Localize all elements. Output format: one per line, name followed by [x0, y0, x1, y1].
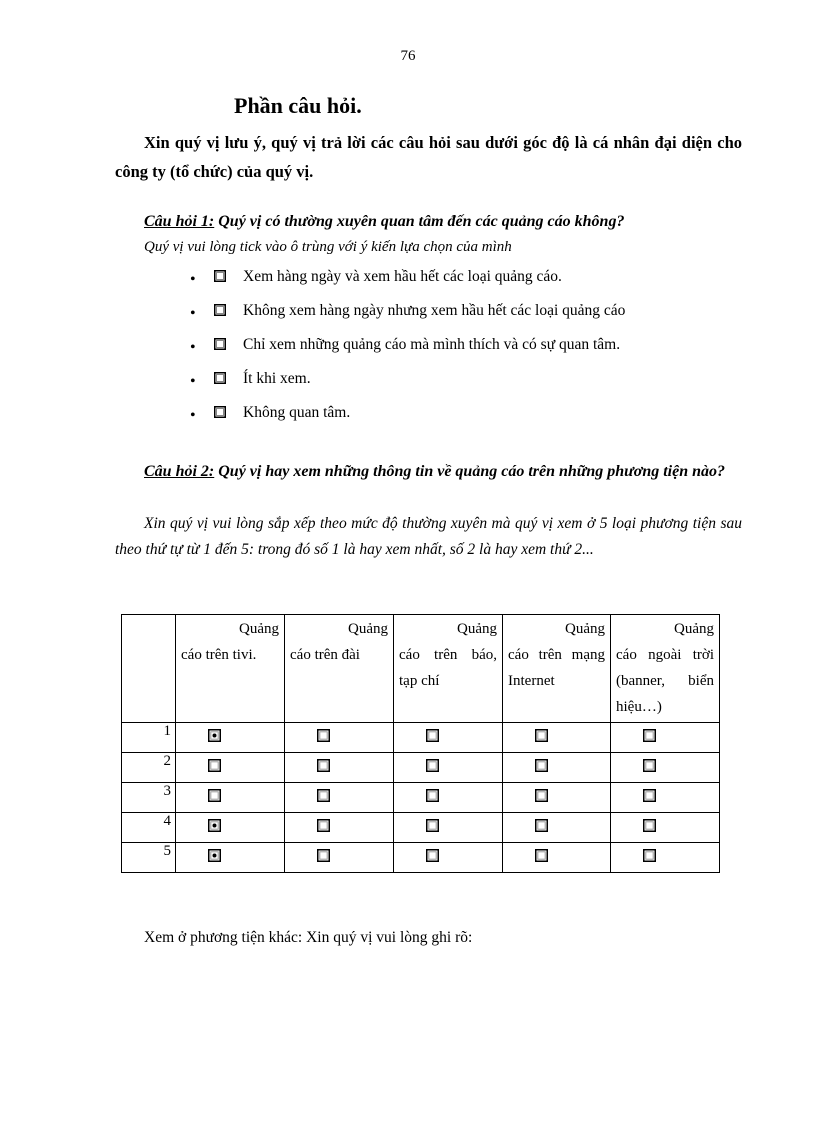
- bullet-icon: •: [190, 407, 196, 424]
- row-number: 1: [122, 723, 176, 753]
- table-cell: [285, 723, 394, 753]
- table-body: [122, 723, 720, 873]
- option-item[interactable]: [190, 268, 625, 302]
- bullet-icon: •: [190, 373, 196, 390]
- radio-icon[interactable]: [208, 759, 221, 772]
- column-header: [394, 615, 503, 723]
- table-cell: [176, 753, 285, 783]
- question-2-instruction: Xin quý vị vui lòng sắp xếp theo mức độ thường xuyên mà quý vị xem ở 5 loại phương tiện sau theo thứ tự từ 1 đến 5: trong đó số 1 là hay xem nhất, số 2 là hay xem thứ 2...: [115, 515, 742, 558]
- table-cell: [176, 723, 285, 753]
- table-cell: [176, 813, 285, 843]
- row-number: 2: [122, 753, 176, 783]
- question-1-label: Câu hỏi 1:: [144, 213, 215, 230]
- radio-icon[interactable]: [317, 729, 330, 742]
- radio-icon[interactable]: [426, 729, 439, 742]
- table-cell: [285, 813, 394, 843]
- radio-icon[interactable]: [535, 789, 548, 802]
- table-cell: [285, 843, 394, 873]
- radio-selected-icon[interactable]: [208, 849, 221, 862]
- ranking-table: [121, 614, 720, 873]
- option-label: Không quan tâm.: [243, 404, 351, 421]
- checkbox-icon[interactable]: [214, 338, 226, 350]
- checkbox-icon[interactable]: [214, 406, 226, 418]
- table-cell: [285, 753, 394, 783]
- column-header-rest: cáo trên tivi.: [181, 647, 257, 663]
- column-header: [611, 615, 720, 723]
- table-cell: [285, 783, 394, 813]
- column-header: [285, 615, 394, 723]
- radio-icon[interactable]: [535, 849, 548, 862]
- column-header-rest: cáo ngoài trời (banner, biển hiệu…): [616, 647, 714, 715]
- option-item[interactable]: [190, 302, 625, 336]
- table-header-row: [122, 615, 720, 723]
- column-header-rest: cáo trên đài: [290, 647, 360, 663]
- radio-icon[interactable]: [643, 759, 656, 772]
- radio-icon[interactable]: [535, 819, 548, 832]
- option-item[interactable]: [190, 370, 625, 404]
- table-cell: [611, 753, 720, 783]
- table-cell: [611, 723, 720, 753]
- radio-icon[interactable]: [317, 789, 330, 802]
- radio-icon[interactable]: [317, 819, 330, 832]
- column-header-line1: Quảng: [457, 621, 497, 637]
- table-cell: [503, 723, 611, 753]
- radio-icon[interactable]: [317, 759, 330, 772]
- table-row: [122, 813, 720, 843]
- table-cell: [503, 843, 611, 873]
- row-number: 5: [122, 843, 176, 873]
- option-item[interactable]: [190, 404, 625, 438]
- column-header: [176, 615, 285, 723]
- table-cell: [503, 813, 611, 843]
- table-cell: [503, 783, 611, 813]
- checkbox-icon[interactable]: [214, 372, 226, 384]
- option-label: Không xem hàng ngày nhưng xem hầu hết các loại quảng cáo: [243, 302, 626, 319]
- option-label: Chỉ xem những quảng cáo mà mình thích và có sự quan tâm.: [243, 336, 621, 353]
- question-2-heading: [115, 459, 742, 485]
- radio-icon[interactable]: [535, 729, 548, 742]
- option-label: Ít khi xem.: [243, 370, 311, 387]
- radio-selected-icon[interactable]: [208, 729, 221, 742]
- table-cell: [611, 813, 720, 843]
- column-header-line1: Quảng: [239, 621, 279, 637]
- bullet-icon: •: [190, 339, 196, 356]
- table-row: [122, 753, 720, 783]
- question-1-heading: [144, 213, 624, 231]
- table-row: [122, 783, 720, 813]
- bullet-icon: •: [190, 271, 196, 288]
- radio-icon[interactable]: [643, 849, 656, 862]
- table-cell: [503, 753, 611, 783]
- radio-icon[interactable]: [426, 789, 439, 802]
- table-cell: [394, 783, 503, 813]
- column-header: [503, 615, 611, 723]
- question-1-instruction: Quý vị vui lòng tick vào ô trùng với ý kiến lựa chọn của mình: [144, 239, 512, 255]
- page-number: 76: [400, 48, 416, 64]
- checkbox-icon[interactable]: [214, 270, 226, 282]
- table-row: [122, 723, 720, 753]
- header-corner: [122, 615, 176, 723]
- table-row: [122, 843, 720, 873]
- radio-selected-icon[interactable]: [208, 819, 221, 832]
- column-header-rest: cáo trên mạng Internet: [508, 647, 605, 689]
- table-cell: [176, 843, 285, 873]
- question-1-options: [190, 268, 625, 438]
- radio-icon[interactable]: [208, 789, 221, 802]
- radio-icon[interactable]: [426, 819, 439, 832]
- radio-icon[interactable]: [535, 759, 548, 772]
- table-cell: [611, 783, 720, 813]
- table-cell: [394, 843, 503, 873]
- option-label: Xem hàng ngày và xem hầu hết các loại quảng cáo.: [243, 268, 562, 285]
- table-cell: [611, 843, 720, 873]
- section-title: Phần câu hỏi.: [234, 93, 362, 118]
- table-cell: [394, 813, 503, 843]
- radio-icon[interactable]: [426, 849, 439, 862]
- table-cell: [394, 753, 503, 783]
- question-2-text: Quý vị hay xem những thông tin về quảng cáo trên những phương tiện nào?: [214, 463, 726, 480]
- row-number: 3: [122, 783, 176, 813]
- table-cell: [394, 723, 503, 753]
- intro-text: Xin quý vị lưu ý, quý vị trả lời các câu hỏi sau dưới góc độ là cá nhân đại diện cho công ty (tổ chức) của quý vị.: [115, 133, 742, 181]
- radio-icon[interactable]: [643, 789, 656, 802]
- other-media-prompt: Xem ở phương tiện khác: Xin quý vị vui lòng ghi rõ:: [144, 929, 473, 946]
- checkbox-icon[interactable]: [214, 304, 226, 316]
- column-header-rest: cáo trên báo, tạp chí: [399, 647, 497, 689]
- radio-icon[interactable]: [643, 729, 656, 742]
- radio-icon[interactable]: [643, 819, 656, 832]
- radio-icon[interactable]: [317, 849, 330, 862]
- bullet-icon: •: [190, 305, 196, 322]
- question-2-label: Câu hỏi 2:: [144, 463, 215, 480]
- option-item[interactable]: [190, 336, 625, 370]
- column-header-line1: Quảng: [348, 621, 388, 637]
- radio-icon[interactable]: [426, 759, 439, 772]
- column-header-line1: Quảng: [674, 621, 714, 637]
- question-1-text: Quý vị có thường xuyên quan tâm đến các quảng cáo không?: [214, 213, 625, 230]
- column-header-line1: Quảng: [565, 621, 605, 637]
- table-cell: [176, 783, 285, 813]
- row-number: 4: [122, 813, 176, 843]
